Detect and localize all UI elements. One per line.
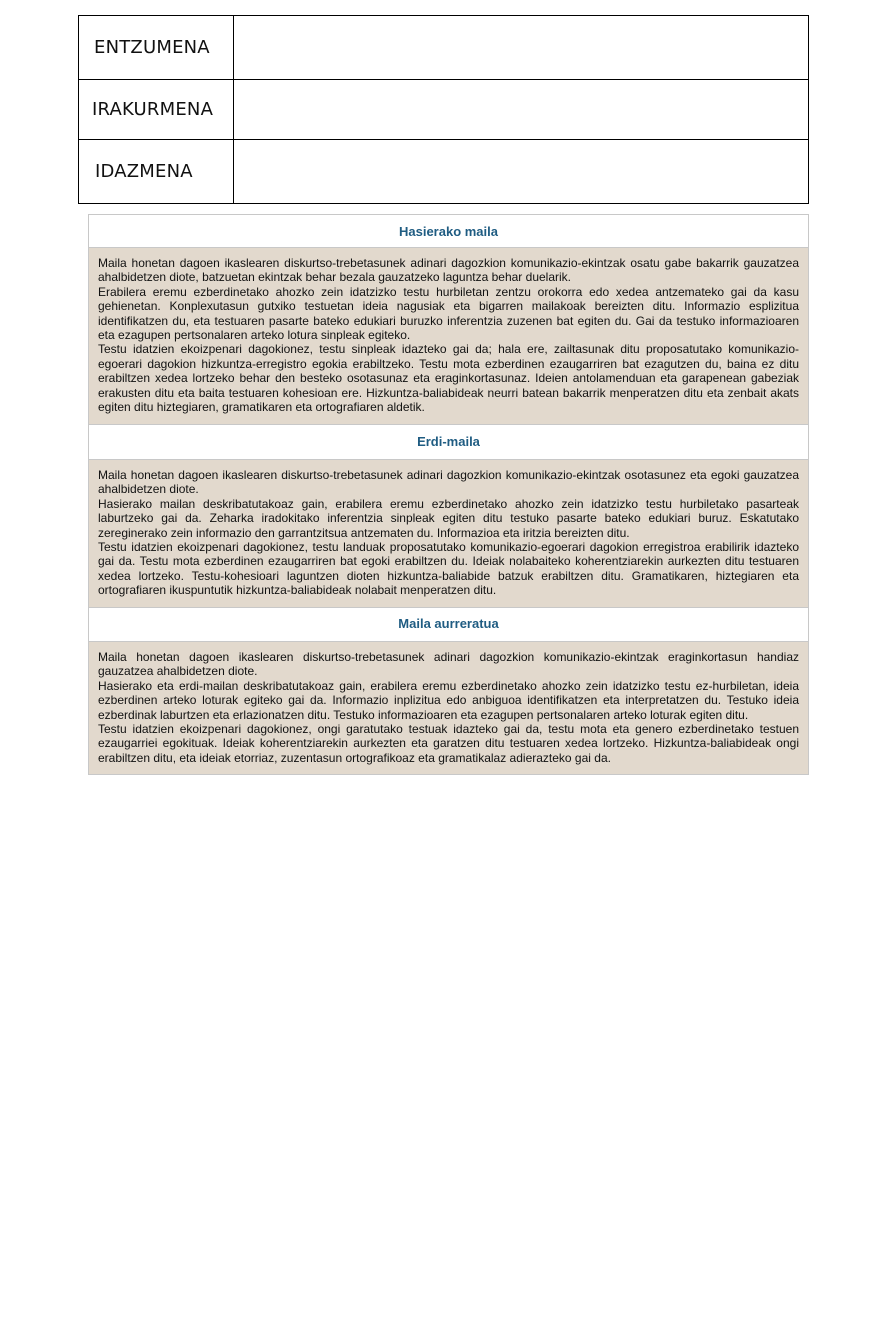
- levels-table: [88, 214, 809, 775]
- skill-value-cell: [234, 80, 809, 140]
- skill-row-entzumena: [79, 16, 809, 80]
- level-title-erdi: Erdi-maila: [89, 425, 808, 460]
- skill-row-idazmena: [79, 140, 809, 204]
- skill-label-cell: [79, 140, 234, 204]
- level-paragraph: Testu idatzien ekoizpenari dagokionez, ongi garatutako testuak idazteko gai da, testu mota eta genero ezberdinetako testuen ezaugarriei egokituak. Ideiak koherentziarekin aurkezten eta garatzen ditu testuaren xedea lortzeko. Hizkuntza-baliabideak ongi erabiltzen ditu, eta ideiak etorriaz, zuzentasun ortografikoaz eta gramatikalaz adierazteko gai da.: [98, 722, 799, 765]
- level-description-erdi: [89, 460, 808, 608]
- level-paragraph: Maila honetan dagoen ikaslearen diskurtso-trebetasunek adinari dagozkion komunikazio-ekintzak osatu gabe bakarrik gauzatzea ahalbidetzen diote, batzuetan ekintzak behar bezala gauzatzeko laguntza behar duelarik.: [98, 256, 799, 285]
- skill-label: IRAKURMENA: [92, 99, 214, 120]
- level-paragraph: Hasierako eta erdi-mailan deskribatutakoaz gain, erabilera eremu ezberdinetako ahozko zein idatzizko testu ez-hurbiletan, ideia ezberdinen arteko loturak egiteko gai da. Informazio inplizitua edo anbiguoa identifikatzen eta interpretatzen du. Testuko ideia ezberdinak laburtzen eta erlazionatzen ditu. Testuko informazioaren eta ezagupen pertsonalaren arteko loturak egiten ditu.: [98, 678, 799, 722]
- skill-label-cell: [79, 16, 234, 80]
- skill-label: IDAZMENA: [95, 161, 193, 182]
- skill-label: ENTZUMENA: [94, 37, 210, 58]
- level-paragraph: Testu idatzien ekoizpenari dagokionez, testu sinpleak idazteko gai da; hala ere, zailtasunak ditu proposatutako komunikazio-egoerari dagokion hizkuntza-erregistro egokia erabiltzeko. Testu mota ezberdinen ezaugarriren bat ezagutzen du, baina ez ditu erabiltzen xedea lortzeko behar den besteko osotasunaz eta eraginkortasunaz. Ideien antolamenduan eta garapenean gabeziak erakusten ditu eta baita testuaren kohesioan ere. Hizkuntza-baliabideak neurri batean bakarrik menperatzen ditu eta zenbait akats egiten ditu hiztegiaren, gramatikaren eta ortografiaren aldetik.: [98, 342, 799, 415]
- skill-value-cell: [234, 16, 809, 80]
- skill-value-cell: [234, 140, 809, 204]
- level-paragraph: Erabilera eremu ezberdinetako ahozko zein idatzizko testu hurbiletan zentzu orokorra edo xedea antzemateko gai da kasu gehienetan. Konplexutasun gutxiko testuetan ideia nagusiak eta bigarren mailakoak bereizten ditu. Informazio esplizitua identifikatzen du, eta testuaren pasarte bateko edukiari buruzko inferentzia zuzenen bat egiten du. Gai da testuko informazioaren eta ezagupen pertsonalaren arteko lotura sinpleak egiteko.: [98, 284, 799, 343]
- level-paragraph: Maila honetan dagoen ikaslearen diskurtso-trebetasunek adinari dagozkion komunikazio-ekintzak osotasunez eta egoki gauzatzea ahalbidetzen diote.: [98, 468, 799, 497]
- level-paragraph: Maila honetan dagoen ikaslearen diskurtso-trebetasunek adinari dagozkion komunikazio-ekintzak eraginkortasun handiaz gauzatzea ahalbidetzen diote.: [98, 650, 799, 679]
- skill-row-irakurmena: [79, 80, 809, 140]
- level-description-aurreratua: [89, 642, 808, 774]
- level-title-hasierako: Hasierako maila: [89, 215, 808, 248]
- skill-label-cell: [79, 80, 234, 140]
- level-title-aurreratua: Maila aurreratua: [89, 608, 808, 642]
- skills-table: [78, 15, 809, 204]
- level-description-hasierako: [89, 248, 808, 425]
- level-paragraph: Hasierako mailan deskribatutakoaz gain, erabilera eremu ezberdinetako ahozko zein idatzizko testu hurbiletako pasarteak laburtzeko gai da. Zeharka iradokitako inferentzia sinpleak egiten ditu testuko pasarte bateko edukiari buruz. Eskatutako zereginerako zein informazio den garrantzitsua antzematen du. Informazioa eta iritzia bereizten ditu.: [98, 496, 799, 540]
- level-paragraph: Testu idatzien ekoizpenari dagokionez, testu landuak proposatutako komunikazio-egoerari dagokion erregistroa erabilirik idazteko gai da. Testu mota ezberdinen ezaugarriren bat egoki erabiltzen du. Ideiak nolabaiteko koherentziarekin aurkezten ditu testuaren xedea lortzeko. Testu-kohesioari laguntzen dioten hizkuntza-baliabide batzuk erabiltzen ditu. Gramatikaren, hiztegiaren eta ortografiaren ikuspuntutik hizkuntza-baliabideak nolabait menperatzen ditu.: [98, 540, 799, 598]
